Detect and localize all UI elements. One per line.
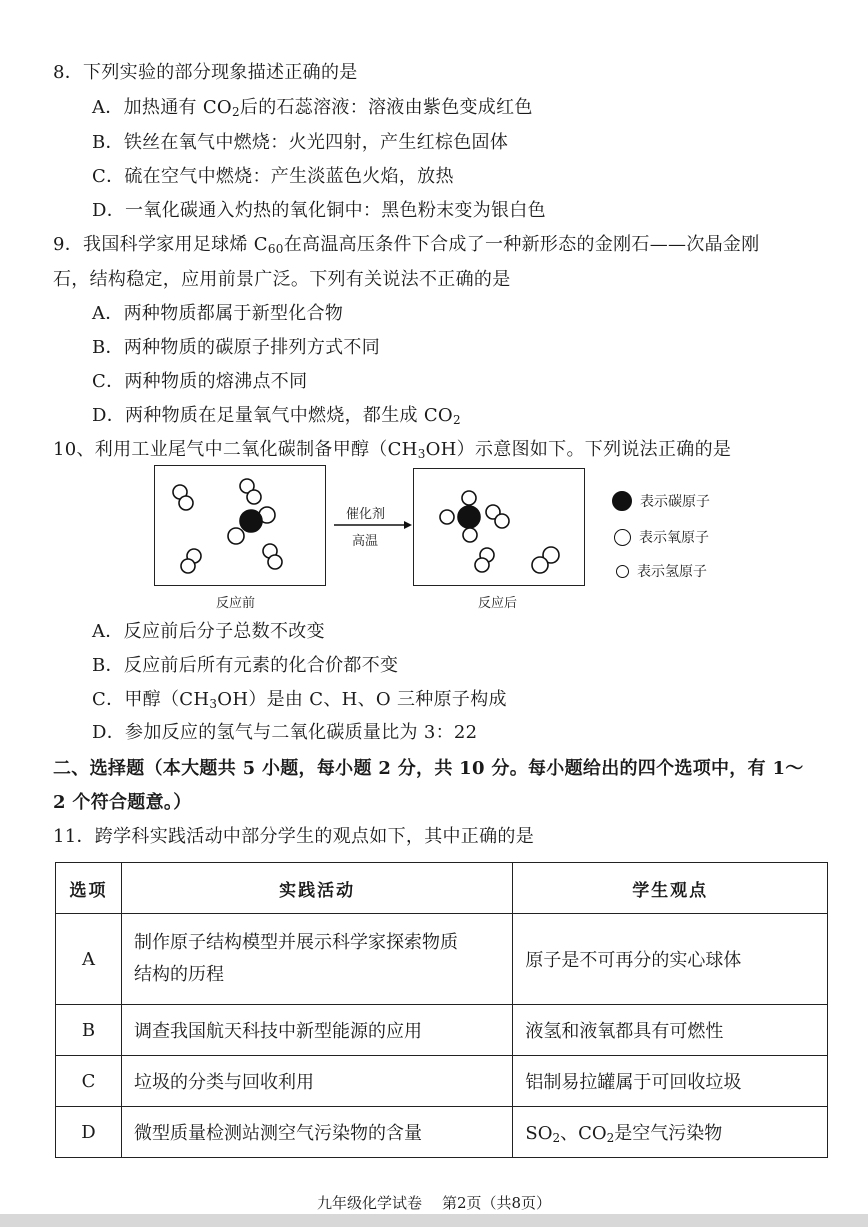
q9-option-c: C．两种物质的熔沸点不同 xyxy=(92,371,308,392)
q11-table xyxy=(55,862,828,1158)
page-footer: 九年级化学试卷 第2页（共8页） xyxy=(316,1194,552,1212)
carbon-atom-icon xyxy=(612,491,632,511)
reactant-molecules xyxy=(155,466,325,585)
table-row: C 垃圾的分类与回收利用 铝制易拉罐属于可回收垃圾 xyxy=(56,1056,828,1107)
legend-carbon: 表示碳原子 xyxy=(612,491,710,511)
table-row: D 微型质量检测站测空气污染物的含量 $SO_2$、$CO_2$是空气污染物 xyxy=(56,1107,828,1158)
q8-stem: 8．下列实验的部分现象描述正确的是 xyxy=(53,62,358,83)
q8-option-d: D．一氧化碳通入灼热的氧化铜中：黑色粉末变为银白色 xyxy=(92,200,546,221)
arrow-label-high-temperature: 高温 xyxy=(352,534,379,549)
q10-stem: 10、利用工业尾气中二氧化碳制备甲醇$(CH_3OH)$示意图如下。下列说法正确的是 xyxy=(53,439,732,461)
q11-stem: 11．跨学科实践活动中部分学生的观点如下，其中正确的是 xyxy=(53,826,535,847)
q10-option-b: B．反应前后所有元素的化合价都不变 xyxy=(92,655,399,676)
reaction-after-box xyxy=(413,468,585,586)
caption-before: 反应前 xyxy=(216,596,256,611)
q8-option-b: B．铁丝在氧气中燃烧：火光四射，产生红棕色固体 xyxy=(92,132,509,153)
q10-option-c: C．甲醇$(CH_3OH)$是由 C、H、O 三种原子构成 xyxy=(92,689,507,711)
product-molecules xyxy=(414,469,584,585)
hydrogen-atom-icon xyxy=(616,565,629,578)
reaction-before-box xyxy=(154,465,326,586)
q8-option-c: C．硫在空气中燃烧：产生淡蓝色火焰，放热 xyxy=(92,166,454,187)
header-activity: 实践活动 xyxy=(121,863,512,914)
q9-option-d: D．两种物质在足量氧气中燃烧，都生成 $CO_2$ xyxy=(92,405,461,427)
table-header-row xyxy=(56,863,828,914)
q9-option-b: B．两种物质的碳原子排列方式不同 xyxy=(92,337,381,358)
scan-bottom-edge xyxy=(0,1214,868,1227)
q8-option-a: A．加热通有 $CO_2$后的石蕊溶液：溶液由紫色变成红色 xyxy=(92,97,533,119)
q9-stem-line2: 石，结构稳定，应用前景广泛。下列有关说法不正确的是 xyxy=(53,269,511,290)
q10-option-d: D．参加反应的氢气与二氧化碳质量比为 3：22 xyxy=(92,722,478,743)
q10-option-a: A．反应前后分子总数不改变 xyxy=(92,621,325,642)
q9-option-a: A．两种物质都属于新型化合物 xyxy=(92,303,344,324)
caption-after: 反应后 xyxy=(478,596,518,611)
q9-stem-line1: 9．我国科学家用足球烯 $C_{60}$在高温高压条件下合成了一种新形态的金刚石——次晶金刚 xyxy=(53,234,760,256)
table-row: A 制作原子结构模型并展示科学家探索物质 结构的历程 原子是不可再分的实心球体 xyxy=(56,914,828,1005)
section2-heading-line1: 二、选择题（本大题共 5 小题，每小题 2 分，共 10 分。每小题给出的四个选项中，有 1～ xyxy=(53,758,804,779)
section2-heading-line2: 2 个符合题意。） xyxy=(53,792,192,813)
header-option: 选项 xyxy=(56,863,122,914)
arrow-label-catalyst: 催化剂 xyxy=(346,507,386,522)
legend-hydrogen: 表示氢原子 xyxy=(616,561,707,581)
header-view: 学生观点 xyxy=(513,863,828,914)
oxygen-atom-icon xyxy=(614,529,631,546)
legend-oxygen: 表示氧原子 xyxy=(614,527,709,547)
table-row: B 调查我国航天科技中新型能源的应用 液氢和液氧都具有可燃性 xyxy=(56,1005,828,1056)
